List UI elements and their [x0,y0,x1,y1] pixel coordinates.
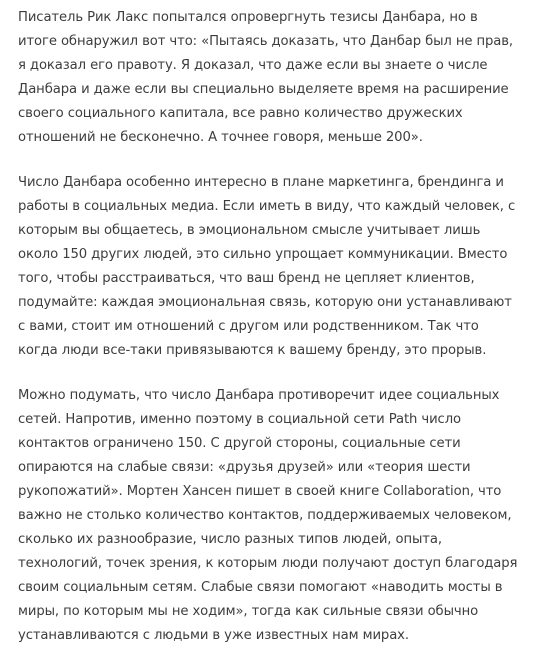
paragraph-marketing: Число Данбара особенно интересно в плане маркетинга, брендинга и работы в социальных медиа. Если иметь в виду, что каждый человек, с которым вы общаетесь, в эмоциональном смысле учитывает лишь около 150 других людей, это сильно упрощает коммуникации. Вместо того, чтобы расстраиваться, что ваш бренд не цепляет клиентов, подумайте: каждая эмоциональная связь, которую они устанавливают с вами, стоит им отношений с другом или родственником. Так что когда люди все-таки привязываются к вашему бренду, это прорыв. [18,175,516,358]
paragraph-social-networks: Можно подумать, что число Данбара противоречит идее социальных сетей. Напротив, именно поэтому в социальной сети Path число контактов ограничено 150. С другой стороны, социальные сети опираются на слабые связи: «друзья друзей» или «теория шести рукопожатий». Мортен Хансен пишет в своей книге Collaboration, что важно не столько количество контактов, поддерживаемых человеком, сколько их разнообразие, число разных типов людей, опыта, технологий, точек зрения, к которым люди получают доступ благодаря своим социальным сетям. Слабые связи помогают «наводить мосты в миры, по которым мы не ходим», тогда как сильные связи обычно устанавливаются с людьми в уже известных нам мирах. [18,388,518,643]
paragraph-rick-lax: Писатель Рик Лакс попытался опровергнуть тезисы Данбара, но в итоге обнаружил вот что: «Пытаясь доказать, что Данбар был не прав, я доказал его правоту. Я доказал, что даже если вы знаете о числе Данбара и даже если вы специально выделяете время на расширение своего социального капитала, все равно количество дружеских отношений не бесконечно. А точнее говоря, меньше 200». [18,10,514,145]
